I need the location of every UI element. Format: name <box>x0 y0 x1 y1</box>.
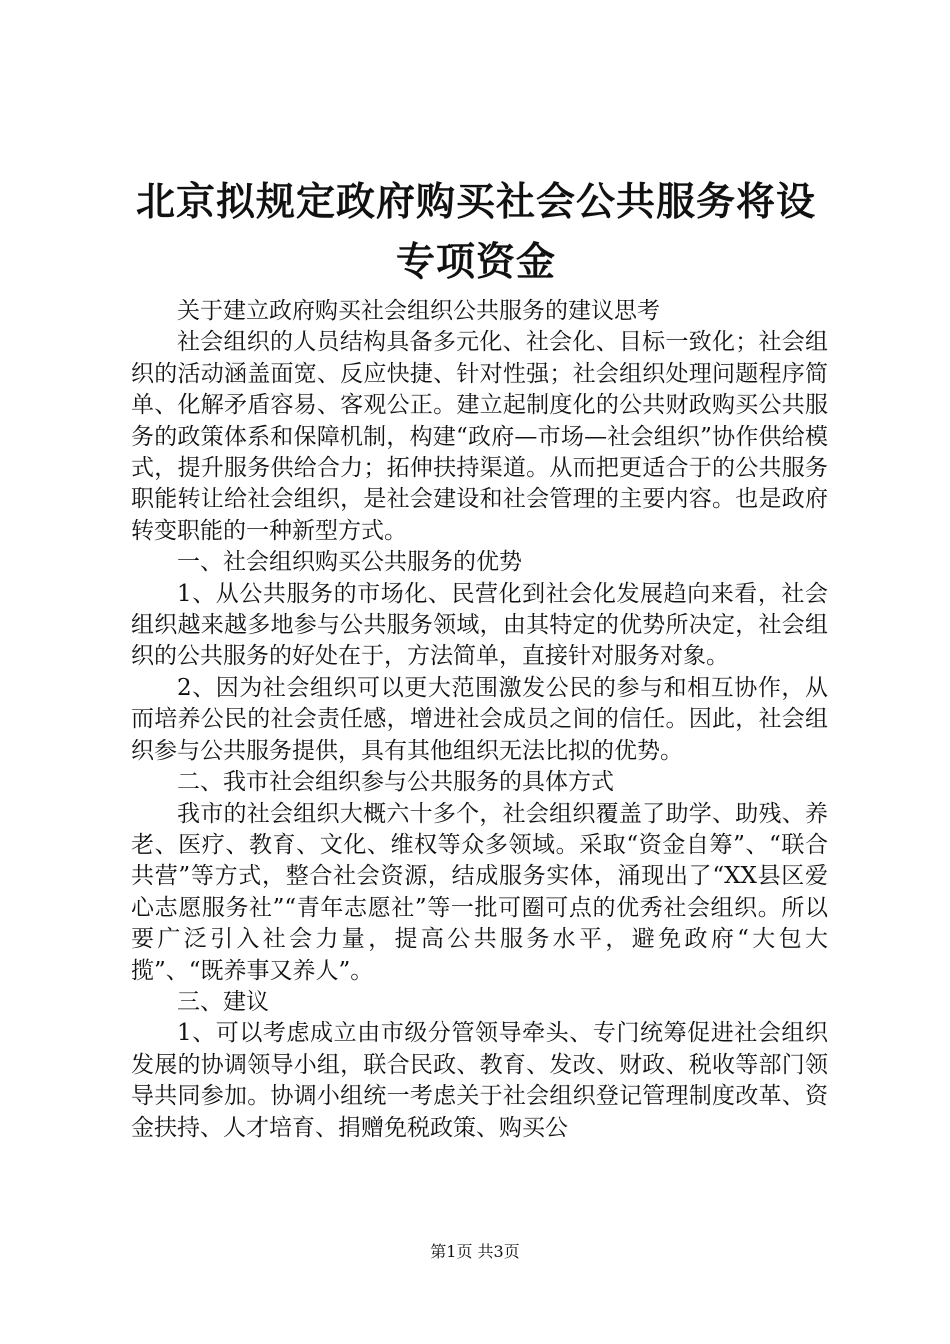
section-heading: 一、社会组织购买公共服务的优势 <box>177 549 522 576</box>
section-heading: 三、建议 <box>177 988 269 1015</box>
page-footer: 第1页 共3页 <box>430 1242 520 1261</box>
body-paragraph: 2、因为社会组织可以更大范围激发公民的参与和相互协作，从而培养公民的社会责任感，增进社会成员之间的信任。因此，社会组织参与公共服务提供，具有其他组织无法比拟的优势。 <box>131 674 828 764</box>
document-body <box>131 296 828 1144</box>
section-heading: 二、我市社会组织参与公共服务的具体方式 <box>177 769 614 796</box>
body-paragraph: 我市的社会组织大概六十多个，社会组织覆盖了助学、助残、养老、医疗、教育、文化、维权等众多领域。采取“资金自筹”、“联合共营”等方式，整合社会资源，结成服务实体，涌现出了“XX县区爱心志愿服务社”“青年志愿社”等一批可圈可点的优秀社会组织。所以要广泛引入社会力量，提高公共服务水平，避免政府“大包大揽”、“既养事又养人”。 <box>131 800 828 984</box>
body-paragraph: 社会组织的人员结构具备多元化、社会化、目标一致化；社会组织的活动涵盖面宽、反应快捷、针对性强；社会组织处理问题程序简单、化解矛盾容易、客观公正。建立起制度化的公共财政购买公共服务的政策体系和保障机制，构建“政府—市场—社会组织”协作供给模式，提升服务供给合力；拓伸扶持渠道。从而把更适合于的公共服务职能转让给社会组织，是社会建设和社会管理的主要内容。也是政府转变职能的一种新型方式。 <box>131 329 828 544</box>
body-paragraph: 1、可以考虑成立由市级分管领导牵头、专门统筹促进社会组织发展的协调领导小组，联合民政、教育、发改、财政、税收等部门领导共同参加。协调小组统一考虑关于社会组织登记管理制度改革、资金扶持、人才培育、捐赠免税政策、购买公 <box>131 1020 828 1141</box>
document-title: 北京拟规定政府购买社会公共服务将设专项资金 <box>135 179 816 285</box>
subtitle-paragraph: 关于建立政府购买社会组织公共服务的建议思考 <box>177 298 660 324</box>
body-paragraph: 1、从公共服务的市场化、民营化到社会化发展趋向来看，社会组织越来越多地参与公共服务领域，由其特定的优势所决定，社会组织的公共服务的好处在于，方法简单，直接针对服务对象。 <box>131 580 828 670</box>
